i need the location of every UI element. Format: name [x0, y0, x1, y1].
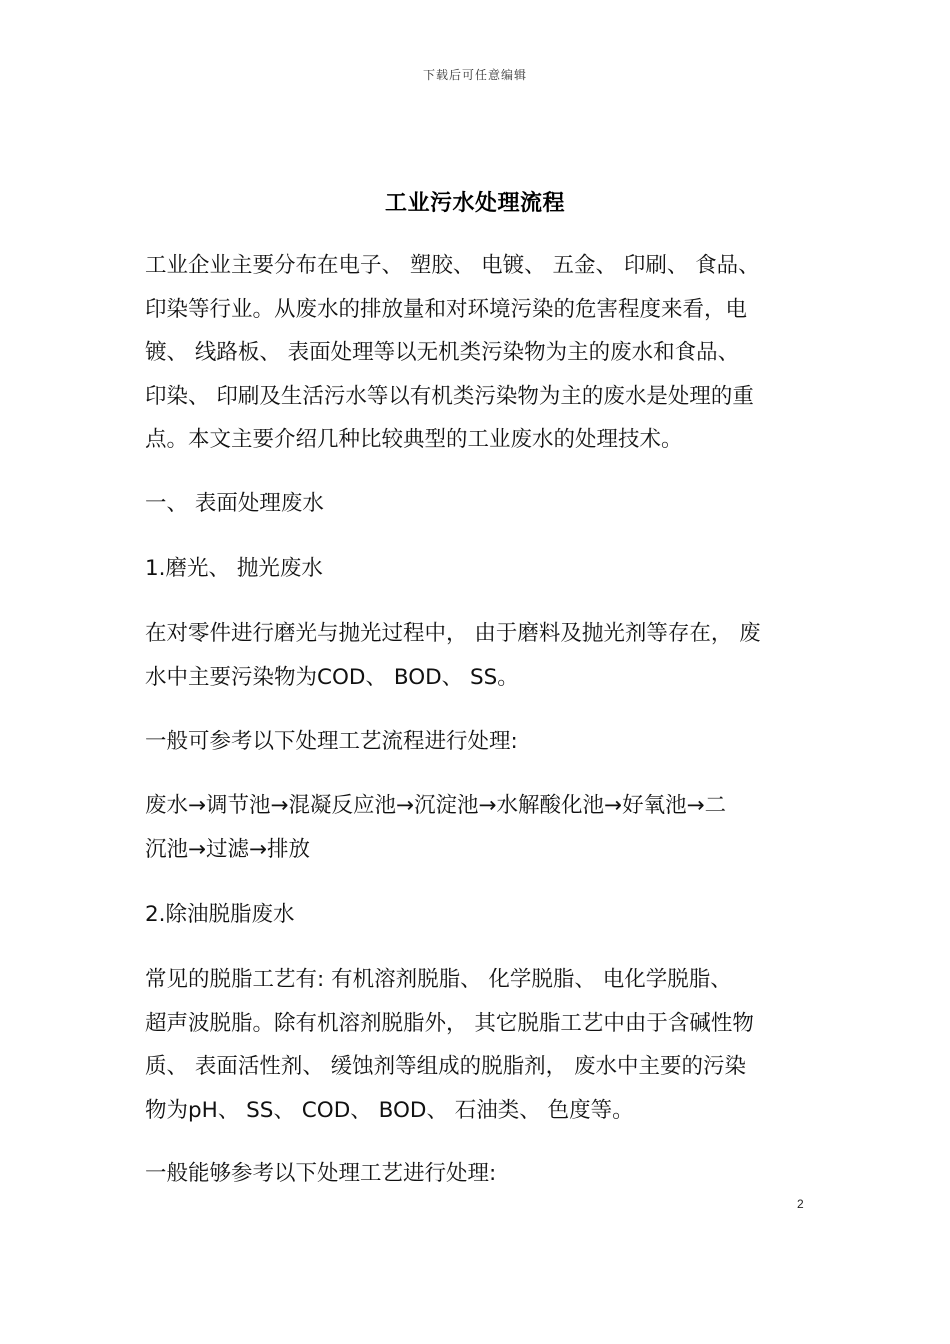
header-note: 下载后可任意编辑: [422, 68, 527, 82]
degreasing-process-intro: [145, 1152, 810, 1196]
paragraph-line: 一般可参考以下处理工艺流程进行处理:: [145, 729, 518, 754]
intro-line: 印染、 印刷及生活污水等以有机类污染物为主的废水是处理的重: [145, 383, 754, 409]
document-title: 工业污水处理流程: [384, 191, 565, 216]
subsection-heading-polishing: [145, 547, 810, 591]
paragraph-line: 质、 表面活性剂、 缓蚀剂等组成的脱脂剂， 废水中主要的污染: [145, 1054, 747, 1079]
intro-line: 印染等行业。从废水的排放量和对环境污染的危害程度来看，电: [145, 296, 748, 322]
paragraph-line: 常见的脱脂工艺有: 有机溶剂脱脂、 化学脱脂、 电化学脱脂、: [145, 967, 732, 992]
degreasing-description: [145, 958, 810, 1132]
intro-paragraph: [145, 244, 810, 462]
intro-line: 工业企业主要分布在电子、 塑胶、 电镀、 五金、 印刷、 食品、: [145, 253, 760, 278]
polishing-process-flow: [145, 784, 810, 871]
section-heading-text: 一、 表面处理废水: [145, 491, 324, 516]
paragraph-line: 一般能够参考以下处理工艺进行处理:: [145, 1161, 497, 1186]
flow-line: 沉池→过滤→排放: [145, 836, 311, 862]
subsection-heading-text: 1.磨光、 抛光废水: [145, 556, 323, 581]
intro-line: 镀、 线路板、 表面处理等以无机类污染物为主的废水和食品、: [145, 340, 740, 365]
subsection-heading-text: 2.除油脱脂废水: [145, 902, 295, 927]
flow-line: 废水→调节池→混凝反应池→沉淀池→水解酸化池→好氧池→二: [145, 793, 727, 818]
subsection-heading-degreasing: [145, 893, 810, 937]
paragraph-line: 超声波脱脂。除有机溶剂脱脂外， 其它脱脂工艺中由于含碱性物: [145, 1010, 754, 1036]
paragraph-line: 水中主要污染物为COD、 BOD、 SS。: [145, 664, 519, 690]
paragraph-line: 物为pH、 SS、 COD、 BOD、 石油类、 色度等。: [145, 1097, 634, 1123]
polishing-process-intro: [145, 720, 810, 764]
paragraph-line: 在对零件进行磨光与抛光过程中， 由于磨料及抛光剂等存在， 废: [145, 621, 761, 646]
intro-line: 点。本文主要介绍几种比较典型的工业废水的处理技术。: [145, 427, 683, 452]
page-number: 2: [797, 1197, 804, 1211]
section-heading-surface-treatment: [145, 482, 810, 526]
polishing-description: [145, 612, 810, 699]
